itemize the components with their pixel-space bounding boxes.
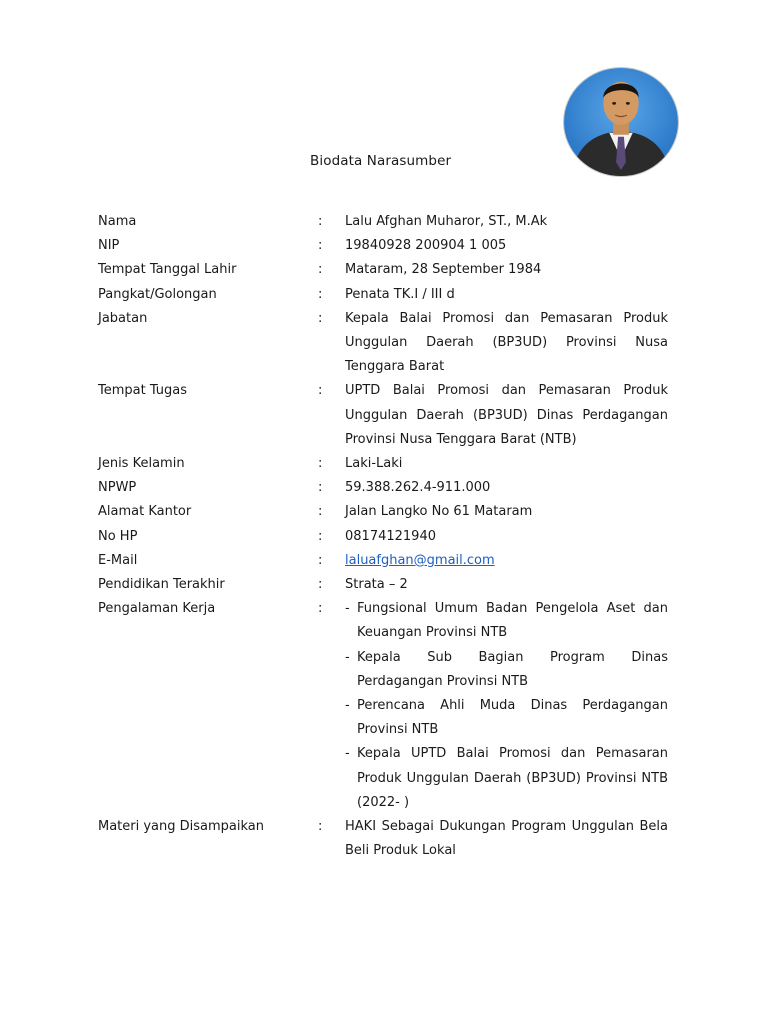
row-npwp [98, 476, 668, 500]
field-value: HAKI Sebagai Dukungan Program Unggulan Bela Beli Produk Lokal [345, 819, 668, 859]
list-item [345, 694, 668, 742]
row-email [98, 549, 668, 573]
list-item [345, 646, 668, 694]
field-label: Alamat Kantor [98, 504, 192, 520]
field-label: Pendidikan Terakhir [98, 577, 225, 593]
page-title: Biodata Narasumber [310, 153, 452, 169]
list-item-text: Kepala Sub Bagian Program Dinas Perdagangan Provinsi NTB [357, 649, 668, 689]
field-value: Lalu Afghan Muharor, ST., M.Ak [345, 214, 548, 229]
colon-separator: : [318, 819, 323, 835]
field-value: Jalan Langko No 61 Mataram [345, 504, 533, 520]
field-label: Materi yang Disampaikan [98, 819, 265, 835]
row-jenis-kelamin [98, 452, 668, 476]
field-value: Penata TK.I / III d [345, 286, 455, 302]
field-label: Jabatan [98, 310, 148, 326]
field-value [345, 597, 668, 815]
field-label: NIP [98, 238, 120, 254]
colon-separator: : [318, 528, 323, 544]
field-value: 08174121940 [345, 528, 436, 544]
field-label: Nama [98, 214, 137, 229]
colon-separator: : [318, 383, 323, 399]
row-tempat-tanggal-lahir [98, 258, 668, 282]
bullet-dash: - [345, 698, 350, 714]
row-no-hp [98, 525, 668, 549]
row-nama [98, 210, 668, 234]
field-label: Jenis Kelamin [98, 456, 185, 472]
colon-separator: : [318, 262, 323, 278]
colon-separator: : [318, 286, 323, 302]
bullet-dash: - [345, 601, 350, 617]
colon-separator: : [318, 456, 323, 472]
field-label: Tempat Tanggal Lahir [98, 262, 237, 278]
list-item-text: Perencana Ahli Muda Dinas Perdagangan Provinsi NTB [357, 698, 668, 738]
row-materi [98, 815, 668, 863]
colon-separator: : [318, 238, 323, 254]
row-jabatan [98, 307, 668, 380]
colon-separator: : [318, 214, 323, 229]
field-label: Pangkat/Golongan [98, 286, 217, 302]
field-label: NPWP [98, 480, 137, 496]
work-experience-list [345, 597, 668, 815]
colon-separator: : [318, 480, 323, 496]
colon-separator: : [318, 552, 323, 568]
row-pengalaman-kerja [98, 597, 668, 815]
field-label: No HP [98, 528, 138, 544]
field-label: Pengalaman Kerja [98, 601, 216, 617]
colon-separator: : [318, 577, 323, 593]
row-alamat-kantor [98, 500, 668, 524]
list-item [345, 597, 668, 645]
bullet-dash: - [345, 746, 350, 762]
field-value: 19840928 200904 1 005 [345, 238, 507, 254]
colon-separator: : [318, 601, 323, 617]
list-item-text: Kepala UPTD Balai Promosi dan Pemasaran Produk Unggulan Daerah (BP3UD) Provinsi NTB (2022- ) [357, 746, 668, 810]
list-item-text: Fungsional Umum Badan Pengelola Aset dan Keuangan Provinsi NTB [357, 601, 668, 641]
bullet-dash: - [345, 649, 350, 665]
field-value: UPTD Balai Promosi dan Pemasaran Produk Unggulan Daerah (BP3UD) Dinas Perdagangan Provinsi Nusa Tenggara Barat (NTB) [345, 383, 668, 447]
row-nip [98, 234, 668, 258]
email-link[interactable]: laluafghan@gmail.com [345, 552, 495, 568]
biodata-table [98, 210, 668, 863]
colon-separator: : [318, 310, 323, 326]
field-value: Mataram, 28 September 1984 [345, 262, 542, 278]
field-value: Strata – 2 [345, 577, 408, 593]
row-pendidikan-terakhir [98, 573, 668, 597]
field-value [345, 549, 668, 573]
row-tempat-tugas [98, 379, 668, 452]
field-value: 59.388.262.4-911.000 [345, 480, 491, 496]
colon-separator: : [318, 504, 323, 520]
row-pangkat-golongan [98, 283, 668, 307]
field-label: E-Mail [98, 552, 138, 568]
field-value: Kepala Balai Promosi dan Pemasaran Produk Unggulan Daerah (BP3UD) Provinsi Nusa Tenggara Barat [345, 310, 668, 375]
field-value: Laki-Laki [345, 456, 403, 472]
field-label: Tempat Tugas [98, 383, 188, 399]
list-item [345, 742, 668, 815]
